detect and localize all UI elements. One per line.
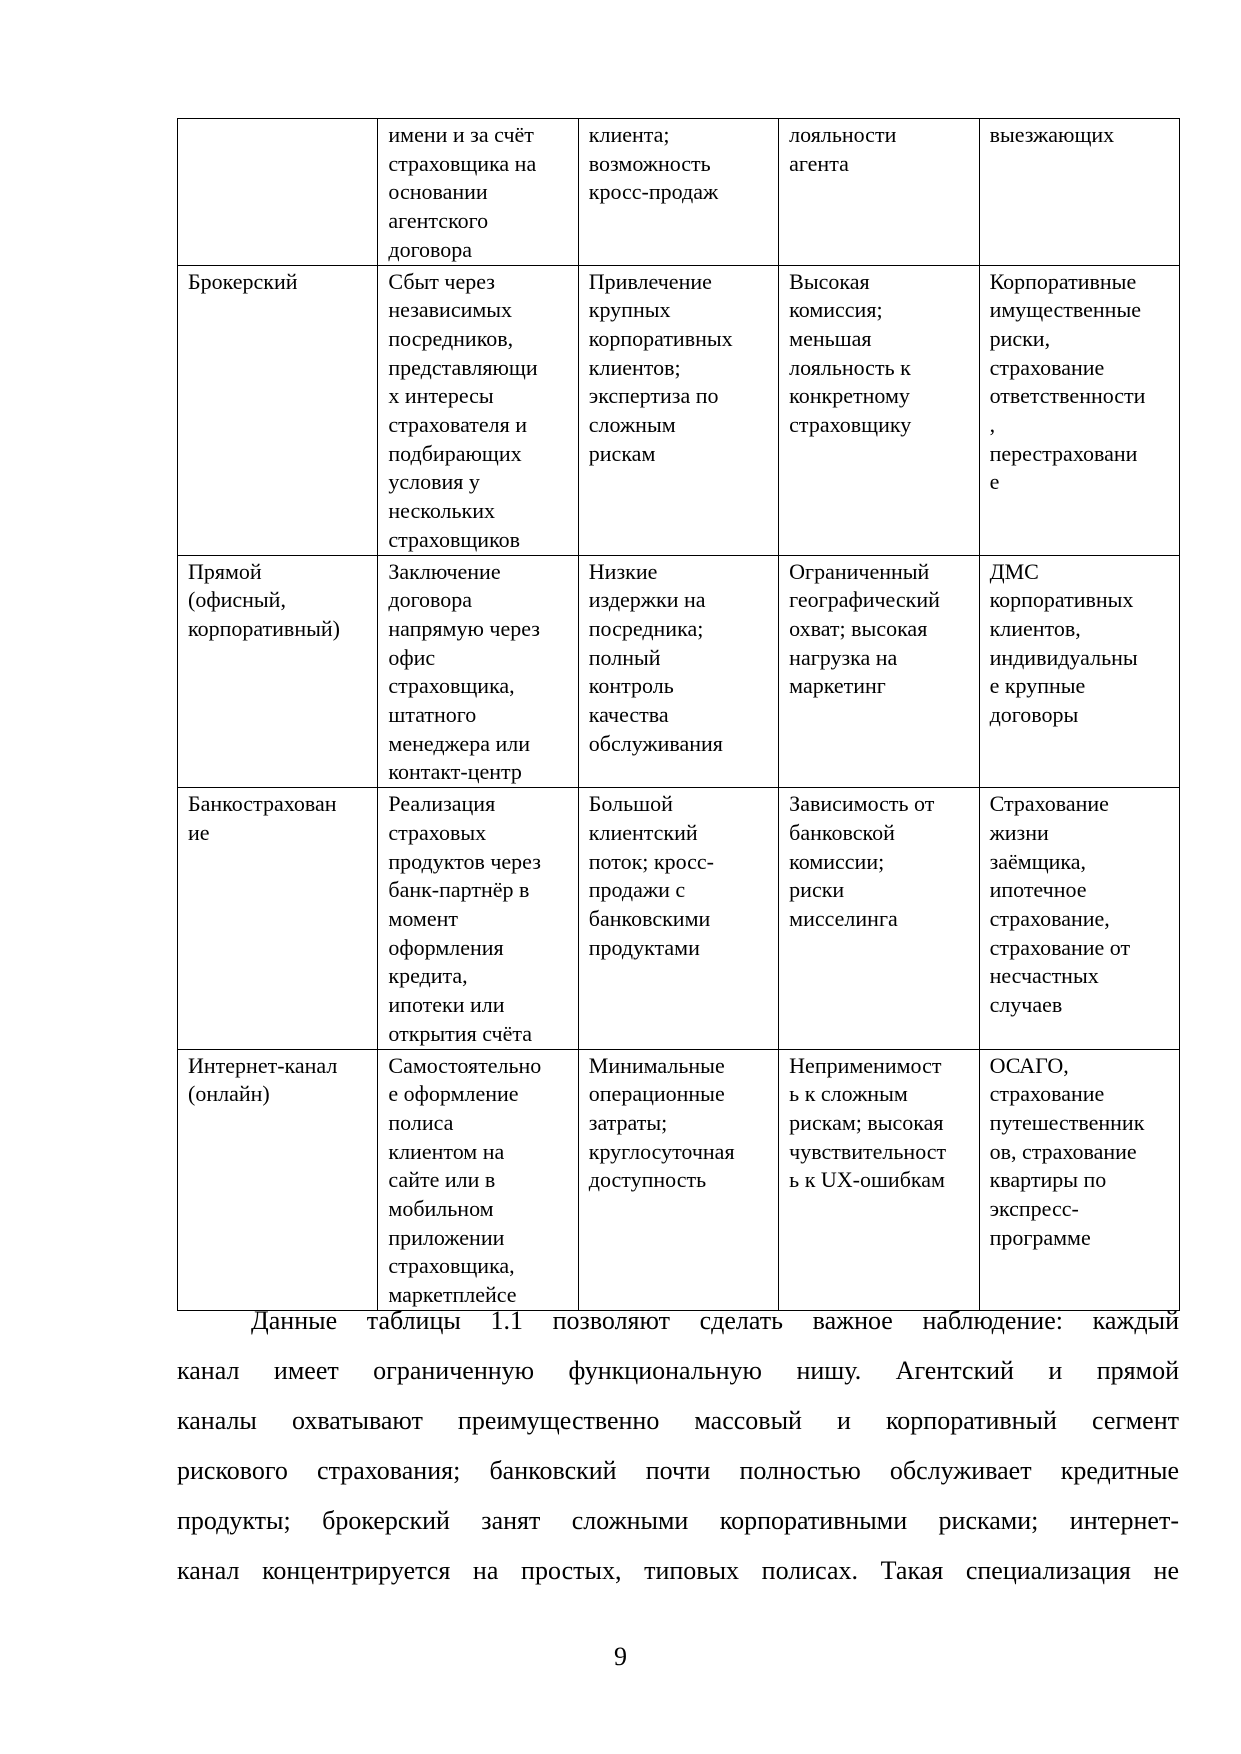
table-cell: [578, 1049, 778, 1310]
cell-text: Интернет-канал (онлайн): [188, 1052, 338, 1107]
table-row: [178, 1049, 1180, 1310]
table-cell: [378, 555, 578, 788]
cell-text: Сбыт через независимых посредников, представляющи х интересы страхователя и подбирающих условия у нескольких страховщиков: [388, 268, 538, 552]
paragraph-line: продукты; брокерский занят сложными корпоративными рисками; интернет-: [177, 1506, 1179, 1535]
cell-text: лояльности агента: [789, 122, 897, 176]
paragraph-line: рискового страхования; банковский почти полностью обслуживает кредитные: [177, 1456, 1179, 1485]
table-cell: [779, 788, 979, 1049]
page-number: 9: [614, 1642, 627, 1671]
cell-text: Страхование жизни заёмщика, ипотечное страхование, страхование от несчастных случаев: [989, 791, 1131, 1018]
table-cell: [979, 265, 1179, 555]
cell-text: Минимальные операционные затраты; круглосуточная доступность: [588, 1052, 735, 1193]
table-cell: [979, 1049, 1179, 1310]
cell-text: Брокерский: [188, 268, 298, 294]
table-cell: [979, 788, 1179, 1049]
cell-text: Ограниченный географический охват; высокая нагрузка на маркетинг: [789, 558, 940, 699]
cell-text: Реализация страховых продуктов через банк-партнёр в момент оформления кредита, ипотеки или открытия счёта: [388, 791, 541, 1046]
cell-text: ДМС корпоративных клиентов, индивидуальны е крупные договоры: [989, 558, 1138, 728]
cell-text: Неприменимост ь к сложным рискам; высокая чувствительност ь к UX-ошибкам: [789, 1052, 947, 1193]
cell-text: Заключение договора напрямую через офис страховщика, штатного менеджера или контакт-центр: [388, 558, 540, 785]
paragraph-line: каналы охватывают преимущественно массовый и корпоративный сегмент: [177, 1406, 1179, 1435]
table-row: [178, 788, 1180, 1049]
table-cell: [378, 788, 578, 1049]
table-cell: [578, 265, 778, 555]
table-cell: [578, 788, 778, 1049]
table-cell: [378, 1049, 578, 1310]
cell-text: Корпоративные имущественные риски, страхование ответственности , перестраховани е: [989, 268, 1146, 495]
cell-text: Низкие издержки на посредника; полный контроль качества обслуживания: [588, 558, 723, 756]
table-cell: [378, 119, 578, 266]
body-paragraph: [177, 1296, 1179, 1596]
paragraph-line: канал концентрируется на простых, типовых полисах. Такая специализация не: [177, 1556, 1179, 1585]
cell-text: клиента; возможность кросс-продаж: [588, 122, 719, 205]
cell-text: Прямой (офисный, корпоративный): [188, 558, 340, 641]
cell-text: имени и за счёт страховщика на основании агентского договора: [388, 122, 537, 262]
table-row: [178, 265, 1180, 555]
table-cell: [178, 265, 378, 555]
cell-text: Зависимость от банковской комиссии; риски мисселинга: [789, 791, 935, 931]
cell-text: Большой клиентский поток; кросс- продажи с банковскими продуктами: [588, 791, 714, 960]
table-cell: [779, 119, 979, 266]
cell-text: выезжающих: [989, 122, 1115, 147]
table-cell: [378, 265, 578, 555]
table-cell: [178, 555, 378, 788]
table-row: [178, 555, 1180, 788]
table-row: [178, 119, 1180, 266]
cell-text: Самостоятельно е оформление полиса клиентом на сайте или в мобильном приложении страховщика, маркетплейсе: [388, 1052, 542, 1308]
cell-text: ОСАГО, страхование путешественник ов, страхование квартиры по экспресс- программе: [989, 1052, 1145, 1250]
table-cell: [178, 1049, 378, 1310]
table-cell: [578, 555, 778, 788]
table-cell: [779, 265, 979, 555]
distribution-channels-table: [177, 118, 1180, 1311]
table-cell: [979, 119, 1179, 266]
cell-text: Привлечение крупных корпоративных клиентов; экспертиза по сложным рискам: [588, 268, 733, 466]
table-cell: [178, 788, 378, 1049]
table-cell: [178, 119, 378, 266]
table-cell: [578, 119, 778, 266]
paragraph-line: Данные таблицы 1.1 позволяют сделать важное наблюдение: каждый: [251, 1306, 1179, 1335]
table-cell: [979, 555, 1179, 788]
table-cell: [779, 1049, 979, 1310]
table-cell: [779, 555, 979, 788]
paragraph-line: канал имеет ограниченную функциональную нишу. Агентский и прямой: [177, 1356, 1179, 1385]
cell-text: Высокая комиссия; меньшая лояльность к конкретному страховщику: [789, 268, 912, 438]
cell-text: Банкострахован ие: [188, 791, 337, 845]
